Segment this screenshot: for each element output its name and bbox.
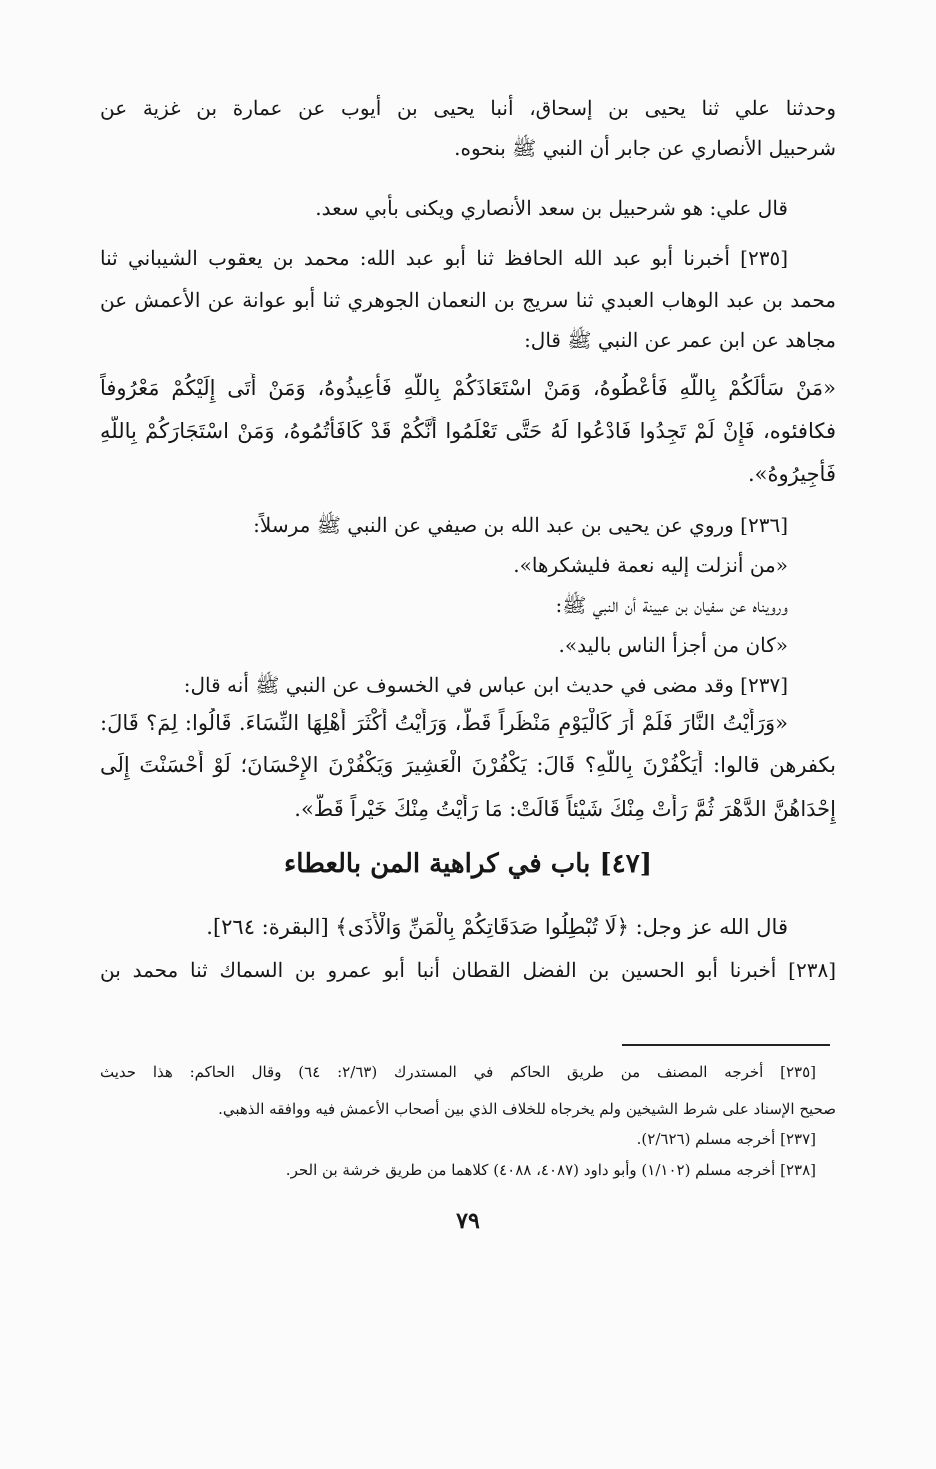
hadith-236-line-3: ورويناه عن سفيان بن عيينة أن النبي ﷺ: [555,593,788,617]
hadith-235-line-1: [٢٣٥] أخبرنا أبو عبد الله الحافظ ثنا أبو عبد الله: محمد بن يعقوب الشيباني ثنا [100,246,788,270]
footnote-235-line-1: [٢٣٥] أخرجه المصنف من طريق الحاكم في المستدرك (٢/٦٣: ٦٤) وقال الحاكم: هذا حديث [100,1063,816,1081]
hadith-237-text-1: «وَرَأَيْتُ النَّارَ فَلَمْ أَرَ كَالْيَوْمِ مَنْظَراً قَطُّ، وَرَأَيْتُ أَكْثَرَ أَهْلِهَا النِّسَاءَ. قَالُوا: لِمَ؟ قَالَ: [100,711,788,735]
hadith-235-line-3: مجاهد عن ابن عمر عن النبي ﷺ قال: [524,328,836,352]
chapter-heading: [٤٧] باب في كراهية المن بالعطاء [283,849,653,879]
hadith-235-line-2: محمد بن عبد الوهاب العبدي ثنا سريج بن النعمان الجوهري ثنا أبو عوانة عن الأعمش عن [100,288,836,312]
hadith-237-text-2: بكفرهن قالوا: أَيَكْفُرْنَ بِاللَّهِ؟ قَالَ: يَكْفُرْنَ الْعَشِيرَ وَيَكْفُرْنَ الإِحْسَانَ؛ لَوْ أَحْسَنْتَ إِلَى [100,753,836,777]
footnote-separator [622,1044,830,1046]
hadith-238-line-1: [٢٣٨] أخبرنا أبو الحسين بن الفضل القطان أنبا أبو عمرو بن السماك ثنا محمد بن [100,958,836,982]
footnote-235-line-2: صحيح الإسناد على شرط الشيخين ولم يخرجاه للخلاف الذي بين أصحاب الأعمش فيه ووافقه الذهبي. [218,1100,836,1118]
hadith-235-text-2: فكافئوه، فَإِنْ لَمْ تَجِدُوا فَادْعُوا لَهُ حَتَّى تَعْلَمُوا أَنَّكُمْ قَدْ كَافَأْتُمُوهُ، وَمَنْ اسْتَجَارَكُمْ بِاللَّهِ [100,419,836,443]
intro-note: قال علي: هو شرحبيل بن سعد الأنصاري ويكنى بأبي سعد. [315,196,788,220]
hadith-237-line-1: [٢٣٧] وقد مضى في حديث ابن عباس في الخسوف عن النبي ﷺ أنه قال: [183,673,788,697]
hadith-236-line-4: «كان من أجزأ الناس باليد». [558,633,788,657]
footnote-238: [٢٣٨] أخرجه مسلم (١/١٠٢) وأبو داود (٤٠٨٧، ٤٠٨٨) كلاهما من طريق خرشة بن الحر. [285,1161,816,1179]
page-number: ٧٩ [456,1208,480,1234]
intro-line-2: شرحبيل الأنصاري عن جابر أن النبي ﷺ بنحوه. [454,136,836,160]
hadith-235-text-1: «مَنْ سَأَلَكُمْ بِاللَّهِ فَأَعْطُوهُ، وَمَنْ اسْتَعَاذَكُمْ بِاللَّهِ فَأَعِيذُوهُ، وَمَنْ أَتَى إِلَيْكُمْ مَعْرُوفاً [100,376,836,400]
hadith-237-text-3: إِحْدَاهُنَّ الدَّهْرَ ثُمَّ رَأَتْ مِنْكَ شَيْئاً قَالَتْ: مَا رَأَيْتُ مِنْكَ خَيْراً قَطُّ». [294,797,836,821]
intro-line-1: وحدثنا علي ثنا يحيى بن إسحاق، أنبا يحيى بن أيوب عن عمارة بن غزية عن [100,96,836,120]
hadith-235-text-3: فَأَجِيرُوهُ». [747,462,836,486]
footnote-237: [٢٣٧] أخرجه مسلم (٢/٦٢٦). [636,1130,816,1148]
hadith-236-line-1: [٢٣٦] وروي عن يحيى بن عبد الله بن صيفي عن النبي ﷺ مرسلاً: [253,513,788,537]
quran-verse-line: قال الله عز وجل: ﴿لَا تُبْطِلُوا صَدَقَاتِكُمْ بِالْمَنِّ وَالْأَذَى﴾ [البقرة: ٢٦٤]. [206,915,788,939]
hadith-236-line-2: «من أنزلت إليه نعمة فليشكرها». [513,553,788,577]
